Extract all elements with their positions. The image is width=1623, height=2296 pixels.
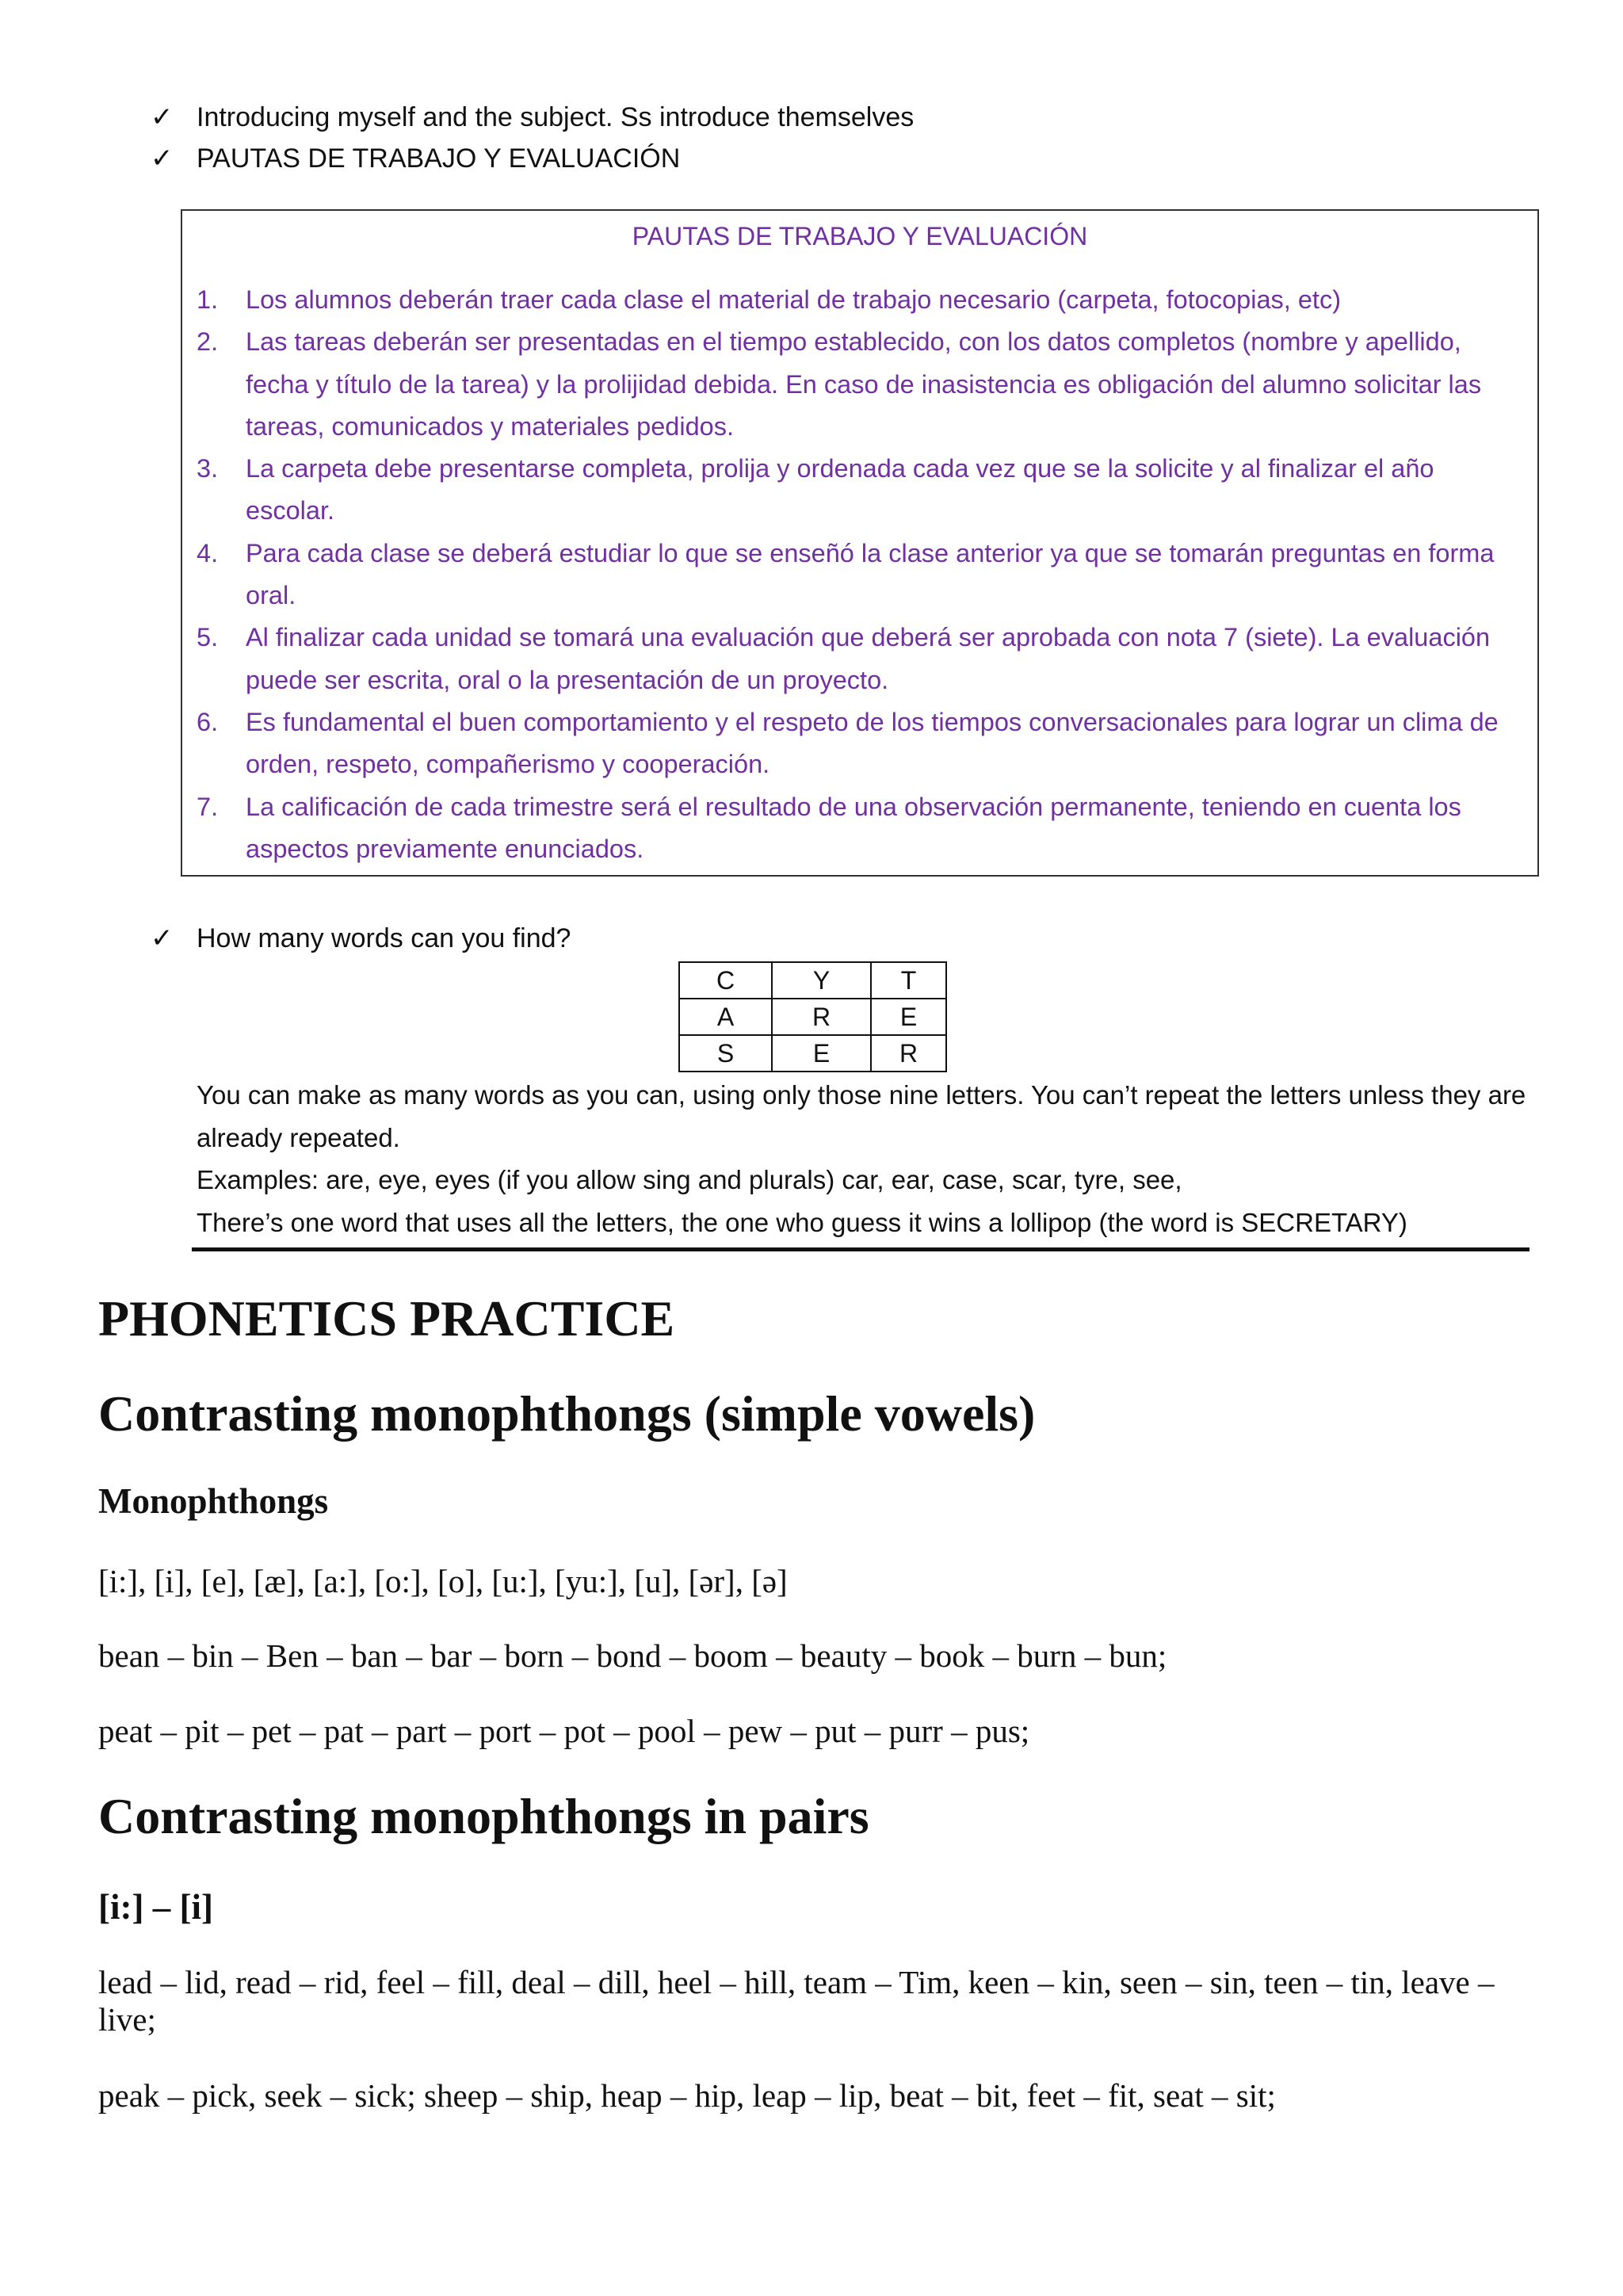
grid-cell: A <box>679 999 772 1035</box>
pautas-list-item <box>182 701 1537 786</box>
puzzle-text <box>197 1074 1544 1244</box>
checklist-item-text: PAUTAS DE TRABAJO Y EVALUACIÓN <box>197 143 681 174</box>
checklist-item-intro <box>151 101 914 133</box>
checkmark-icon: ✓ <box>151 102 174 132</box>
subsection-title-i-pair: [i:] – [i] <box>98 1887 213 1927</box>
grid-cell: E <box>772 1035 871 1072</box>
list-number: 5. <box>197 623 219 652</box>
checklist-item-words <box>151 923 571 954</box>
phonetic-symbols: [i:], [i], [e], [æ], [a:], [o:], [o], [u:], [yu:], [u], [ər], [ə] <box>98 1563 788 1599</box>
puzzle-secret: There’s one word that uses all the letters, the one who guess it wins a lollipop (the word is SECRETARY) <box>197 1207 1407 1237</box>
puzzle-instructions: You can make as many words as you can, using only those nine letters. You can’t repeat the letters unless they are already repeated. <box>197 1080 1526 1152</box>
list-item-text: Al finalizar cada unidad se tomará una evaluación que deberá ser aprobada con nota 7 (siete). La evaluación puede ser escrita, oral o la presentación de un proyecto. <box>246 623 1491 694</box>
word-list-b: bean – bin – Ben – ban – bar – born – bond – boom – beauty – book – burn – bun; <box>98 1637 1167 1674</box>
list-number: 2. <box>197 327 219 357</box>
pautas-list-item <box>182 321 1537 448</box>
grid-cell: S <box>679 1035 772 1072</box>
grid-cell: E <box>871 999 946 1035</box>
pautas-title: PAUTAS DE TRABAJO Y EVALUACIÓN <box>632 222 1088 250</box>
grid-cell: T <box>871 962 946 999</box>
pautas-list-item <box>182 786 1537 871</box>
pautas-list <box>182 279 1537 870</box>
pautas-list-item <box>182 448 1537 533</box>
list-number: 7. <box>197 792 219 821</box>
pautas-list-item <box>182 279 1537 321</box>
pautas-list-item <box>182 617 1537 701</box>
word-pairs-2: peak – pick, seek – sick; sheep – ship, heap – hip, leap – lip, beat – bit, feet – fit, seat – sit; <box>98 2077 1276 2114</box>
list-item-text: Los alumnos deberán traer cada clase el material de trabajo necesario (carpeta, fotocopias, etc) <box>246 285 1342 314</box>
word-pairs-1: lead – lid, read – rid, feel – fill, deal – dill, heel – hill, team – Tim, keen – kin, seen – sin, teen – tin, leave – live; <box>98 1964 1495 2038</box>
horizontal-divider <box>192 1247 1529 1251</box>
subsection-title-monophthongs: Monophthongs <box>98 1481 329 1521</box>
list-number: 1. <box>197 285 219 314</box>
pautas-box <box>181 209 1539 877</box>
checklist-item-text: Introducing myself and the subject. Ss introduce themselves <box>197 102 915 132</box>
grid-cell: R <box>772 999 871 1035</box>
grid-row <box>679 962 946 999</box>
checkmark-icon: ✓ <box>151 923 174 953</box>
list-item-text: Las tareas deberán ser presentadas en el tiempo establecido, con los datos completos (nombre y apellido, fecha y título de la tarea) y la prolijidad debida. En caso de inasistencia es obligación del alumno solicitar las tareas, comunicados y materiales pedidos. <box>246 327 1482 441</box>
grid-row <box>679 999 946 1035</box>
list-number: 6. <box>197 707 219 736</box>
checkmark-icon: ✓ <box>151 143 174 174</box>
list-number: 4. <box>197 538 219 567</box>
section-title-monophthongs: Contrasting monophthongs (simple vowels) <box>98 1385 1036 1442</box>
puzzle-examples: Examples: are, eye, eyes (if you allow sing and plurals) car, ear, case, scar, tyre, see, <box>197 1165 1182 1194</box>
section-title-pairs: Contrasting monophthongs in pairs <box>98 1788 869 1844</box>
phonetics-title: PHONETICS PRACTICE <box>98 1290 675 1347</box>
grid-cell: Y <box>772 962 871 999</box>
grid-row <box>679 1035 946 1072</box>
list-item-text: Para cada clase se deberá estudiar lo que se enseñó la clase anterior ya que se tomarán preguntas en forma oral. <box>246 538 1495 610</box>
letter-grid <box>678 961 947 1072</box>
checklist-item-pautas <box>151 143 680 174</box>
list-item-text: Es fundamental el buen comportamiento y el respeto de los tiempos conversacionales para lograr un clima de orden, respeto, compañerismo y cooperación. <box>246 707 1499 779</box>
checklist-item-text: How many words can you find? <box>197 923 571 953</box>
list-item-text: La carpeta debe presentarse completa, prolija y ordenada cada vez que se la solicite y al finalizar el año escolar. <box>246 454 1434 525</box>
list-item-text: La calificación de cada trimestre será el resultado de una observación permanente, teniendo en cuenta los aspectos previamente enunciados. <box>246 792 1461 863</box>
grid-cell: C <box>679 962 772 999</box>
word-list-p: peat – pit – pet – pat – part – port – pot – pool – pew – put – purr – pus; <box>98 1713 1030 1749</box>
grid-cell: R <box>871 1035 946 1072</box>
pautas-list-item <box>182 533 1537 617</box>
list-number: 3. <box>197 454 219 483</box>
